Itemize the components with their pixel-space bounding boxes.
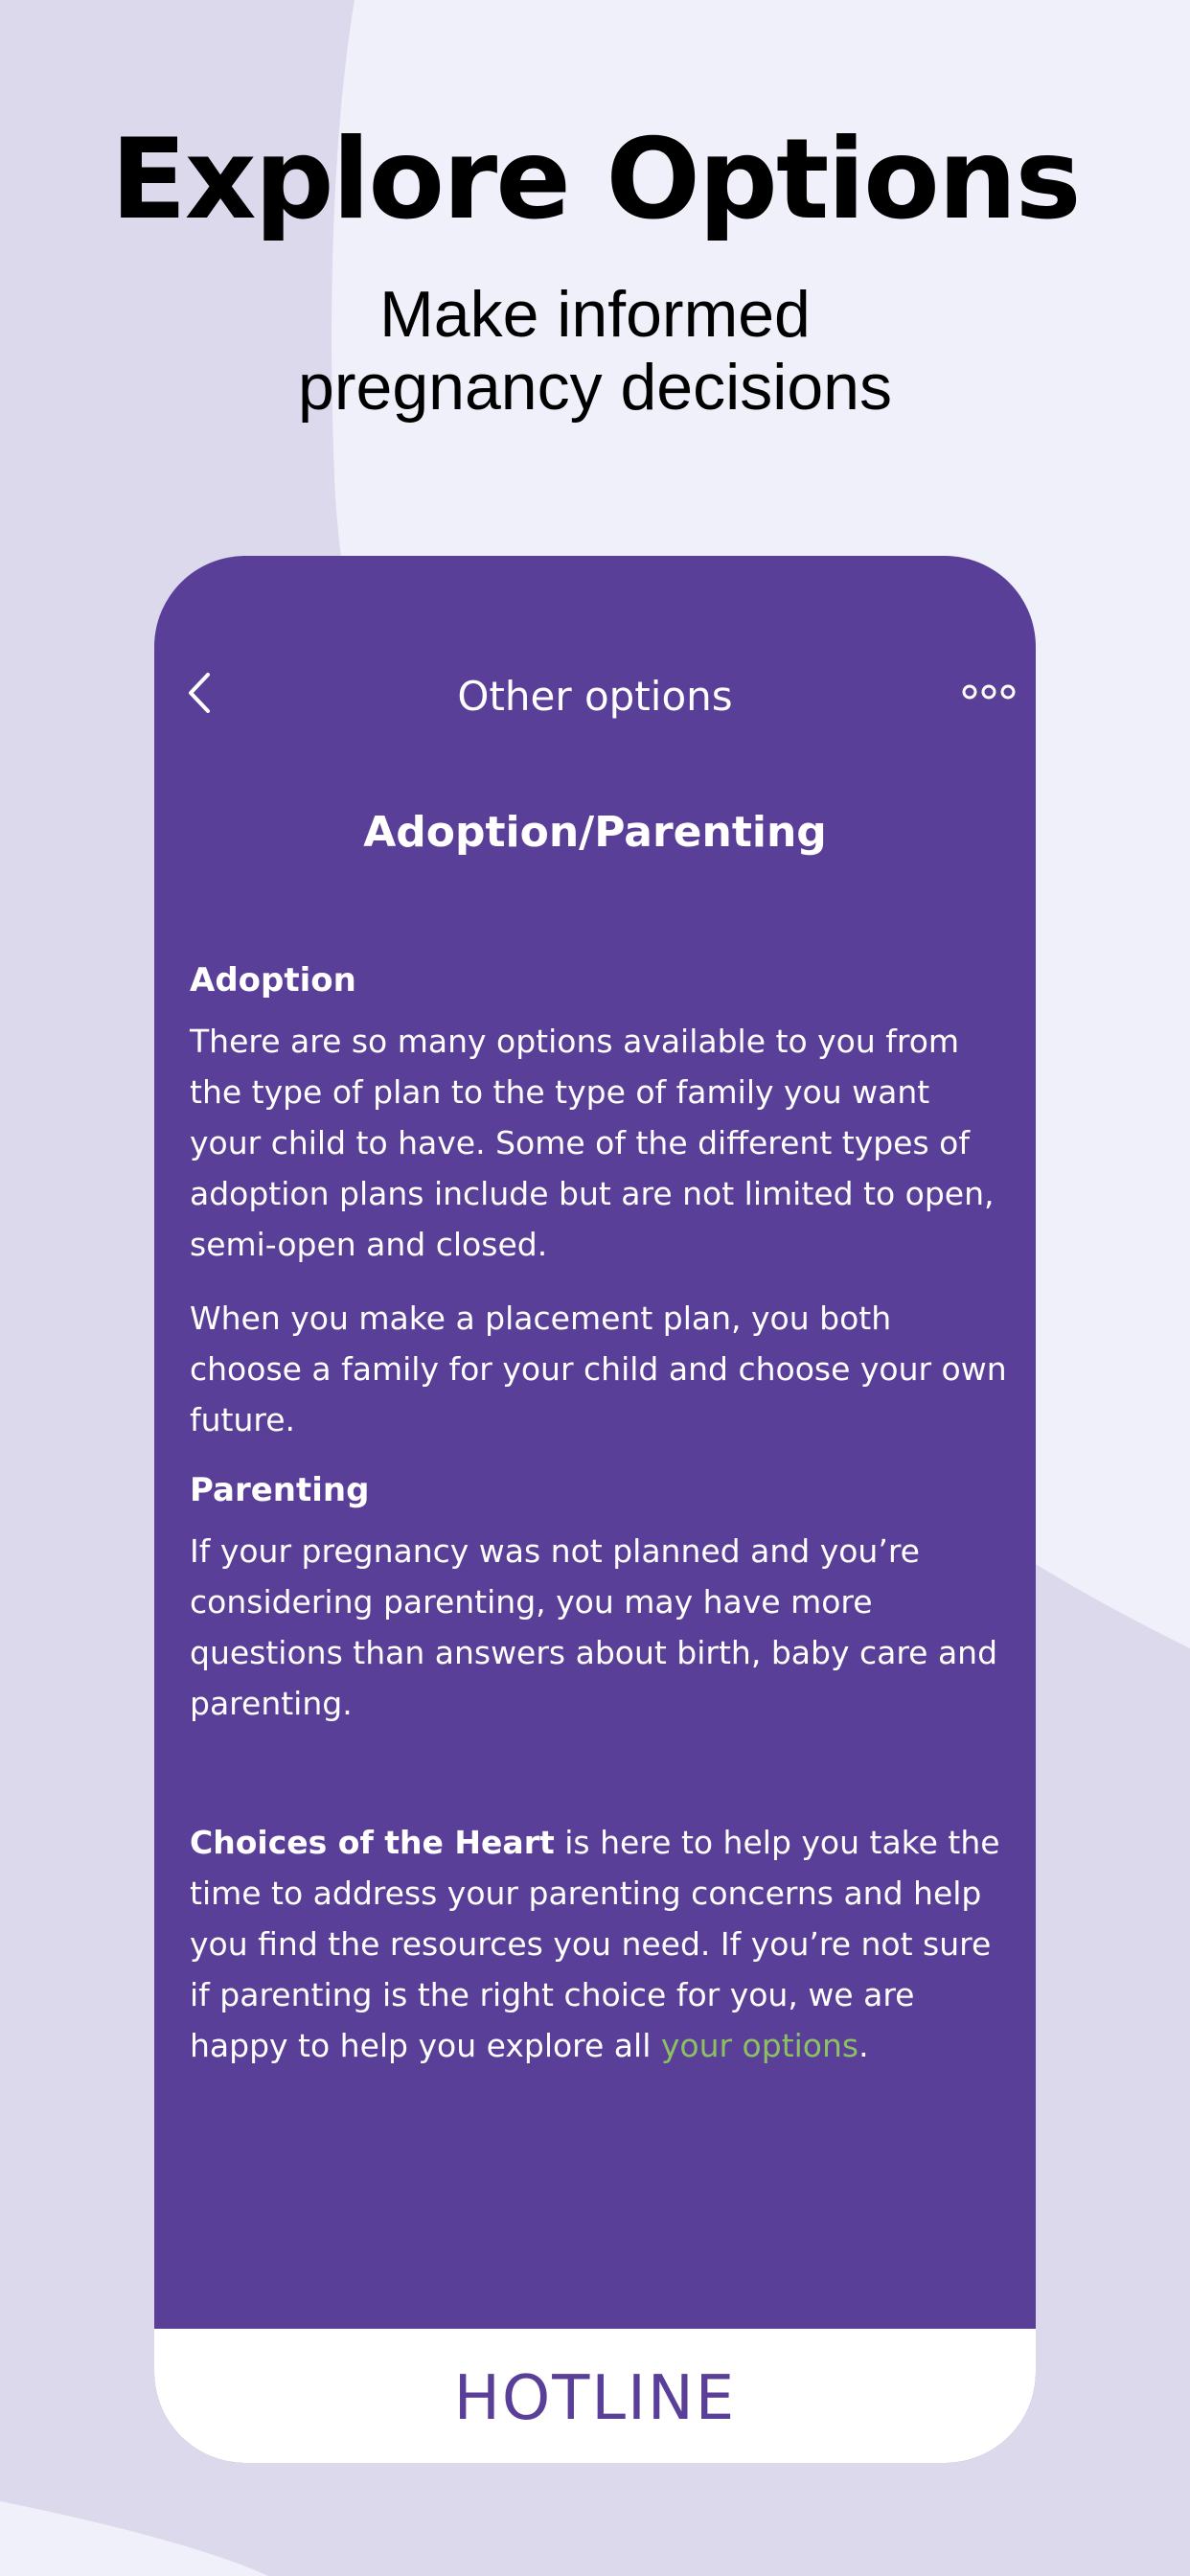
adoption-paragraph-1: There are so many options available to you from the type of plan to the type of family you want your child to have. Some of the different types of adoption plans include but are not limited to open, semi-open and closed.	[190, 1023, 995, 1263]
hotline-label: HOTLINE	[453, 2363, 737, 2434]
nav-bar	[154, 556, 1036, 857]
article-content	[190, 958, 1009, 2094]
parenting-paragraph-2-text: is here to help you take the time to address your parenting concerns and help you find the resources you need. If you’re not sure if parenting is the right choice for you, we are happy to help you explore all	[190, 1824, 1000, 2064]
adoption-paragraph-2: When you make a placement plan, you both choose a family for your child and choose your own future.	[190, 1300, 1007, 1438]
promo-headline: Explore Options	[110, 115, 1080, 244]
parenting-paragraph-1: If your pregnancy was not planned and you’re considering parenting, you may have more questions than answers about birth, baby care and parenting.	[190, 1532, 998, 1722]
parenting-heading: Parenting	[190, 1471, 370, 1509]
promo-subhead-line2: pregnancy decisions	[298, 351, 892, 424]
parenting-paragraph-2	[190, 1817, 1009, 2071]
promo-subhead	[0, 278, 1190, 424]
more-dots-icon[interactable]	[962, 680, 1016, 703]
adoption-heading: Adoption	[190, 961, 356, 1000]
page-title: Adoption/Parenting	[363, 808, 827, 857]
nav-title: Other options	[457, 673, 733, 720]
organization-name: Choices of the Heart	[190, 1824, 555, 1861]
promo-subhead-line1: Make informed	[379, 278, 811, 351]
your-options-link[interactable]: your options	[660, 2027, 859, 2064]
hotline-button[interactable]	[154, 2329, 1036, 2463]
parenting-paragraph-2-end: .	[858, 2027, 869, 2064]
phone-screen	[154, 556, 1036, 2463]
